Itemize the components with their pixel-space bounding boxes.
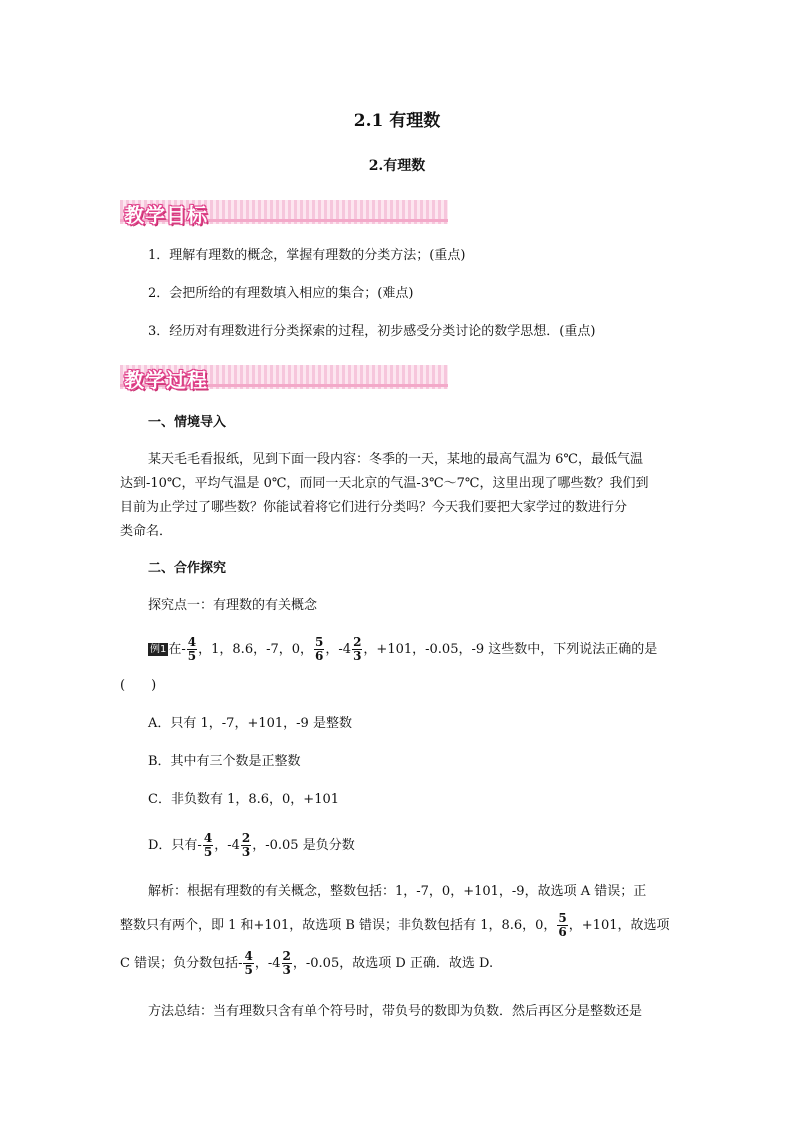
fraction-5-6: $\frac{5}{6}$ [315, 635, 324, 663]
goals-banner [120, 200, 448, 227]
example-1-question [148, 636, 657, 663]
fraction-4-5: $\frac{4}{5}$ [187, 635, 197, 663]
analysis-line-2: 整数只有两个，即 1 和+101，故选项 B 错误；非负数包括有 1，8.6，0， $\frac{5}{6}$ ，+101，故选项 [120, 911, 670, 939]
fraction-4-5: $\frac{4}{5}$ [244, 949, 253, 977]
section-intro-heading: 一、情境导入 [148, 415, 227, 430]
fraction-2-3: $\frac{2}{3}$ [282, 949, 291, 977]
example-answer-paren: ( ) [120, 678, 157, 693]
analysis-line-1: 解析：根据有理数的有关概念，整数包括：1，-7，0，+101，-9，故选项 A 错误；正 [148, 884, 647, 899]
option-a: A．只有 1，-7，+101，-9 是整数 [148, 716, 352, 731]
goal-item-1: 1．理解有理数的概念，掌握有理数的分类方法；(重点) [148, 248, 466, 263]
option-d: D．只有- $\frac{4}{5}$ ，-4 $\frac{2}{3}$ ，-0.05 是负分数 [148, 831, 355, 859]
goal-item-3: 3．经历对有理数进行分类探索的过程，初步感受分类讨论的数学思想．(重点) [148, 324, 596, 339]
page-title: 2.1 有理数 [353, 111, 441, 131]
page-subtitle: 2.有理数 [368, 158, 426, 174]
example-mid-1: ，1，8.6，-7，0， [198, 642, 314, 657]
goal-item-2: 2．会把所给的有理数填入相应的集合；(难点) [148, 286, 414, 301]
intro-line-3: 目前为止学过了哪些数？你能试着将它们进行分类吗？今天我们要把大家学过的数进行分 [120, 500, 628, 515]
example-prefix: 在- [168, 642, 186, 657]
example-suffix: ，+101，-0.05，-9 这些数中，下列说法正确的是 [363, 642, 658, 657]
fraction-2-3: $\frac{2}{3}$ [241, 831, 251, 859]
intro-line-1: 某天毛毛看报纸，见到下面一段内容：冬季的一天，某地的最高气温为 6℃，最低气温 [148, 452, 643, 467]
intro-line-2: 达到-10℃，平均气温是 0℃，而同一天北京的气温-3℃～7℃，这里出现了哪些数？我们到 [120, 476, 649, 491]
fraction-4-5: $\frac{4}{5}$ [203, 831, 213, 859]
explore-point-1: 探究点一：有理数的有关概念 [148, 598, 318, 613]
fraction-2-3: $\frac{2}{3}$ [353, 635, 362, 663]
method-summary: 方法总结：当有理数只含有单个符号时，带负号的数即为负数．然后再区分是整数还是 [148, 1004, 643, 1019]
option-c: C．非负数有 1，8.6，0，+101 [148, 792, 340, 807]
example-mid-2: ，-4 [325, 642, 352, 657]
fraction-5-6: $\frac{5}{6}$ [558, 911, 567, 939]
example-badge: 例1 [150, 644, 167, 655]
process-banner-label: 教学过程 [124, 368, 208, 392]
process-banner [120, 365, 448, 392]
goals-banner-label: 教学目标 [124, 203, 208, 227]
intro-line-4: 类命名． [120, 524, 173, 539]
option-b: B．其中有三个数是正整数 [148, 754, 301, 769]
analysis-line-3: C 错误；负分数包括- $\frac{4}{5}$ ，-4 $\frac{2}{3}$ ，-0.05，故选项 D 正确．故选 D. [120, 949, 494, 977]
section-explore-heading: 二、合作探究 [148, 561, 227, 576]
